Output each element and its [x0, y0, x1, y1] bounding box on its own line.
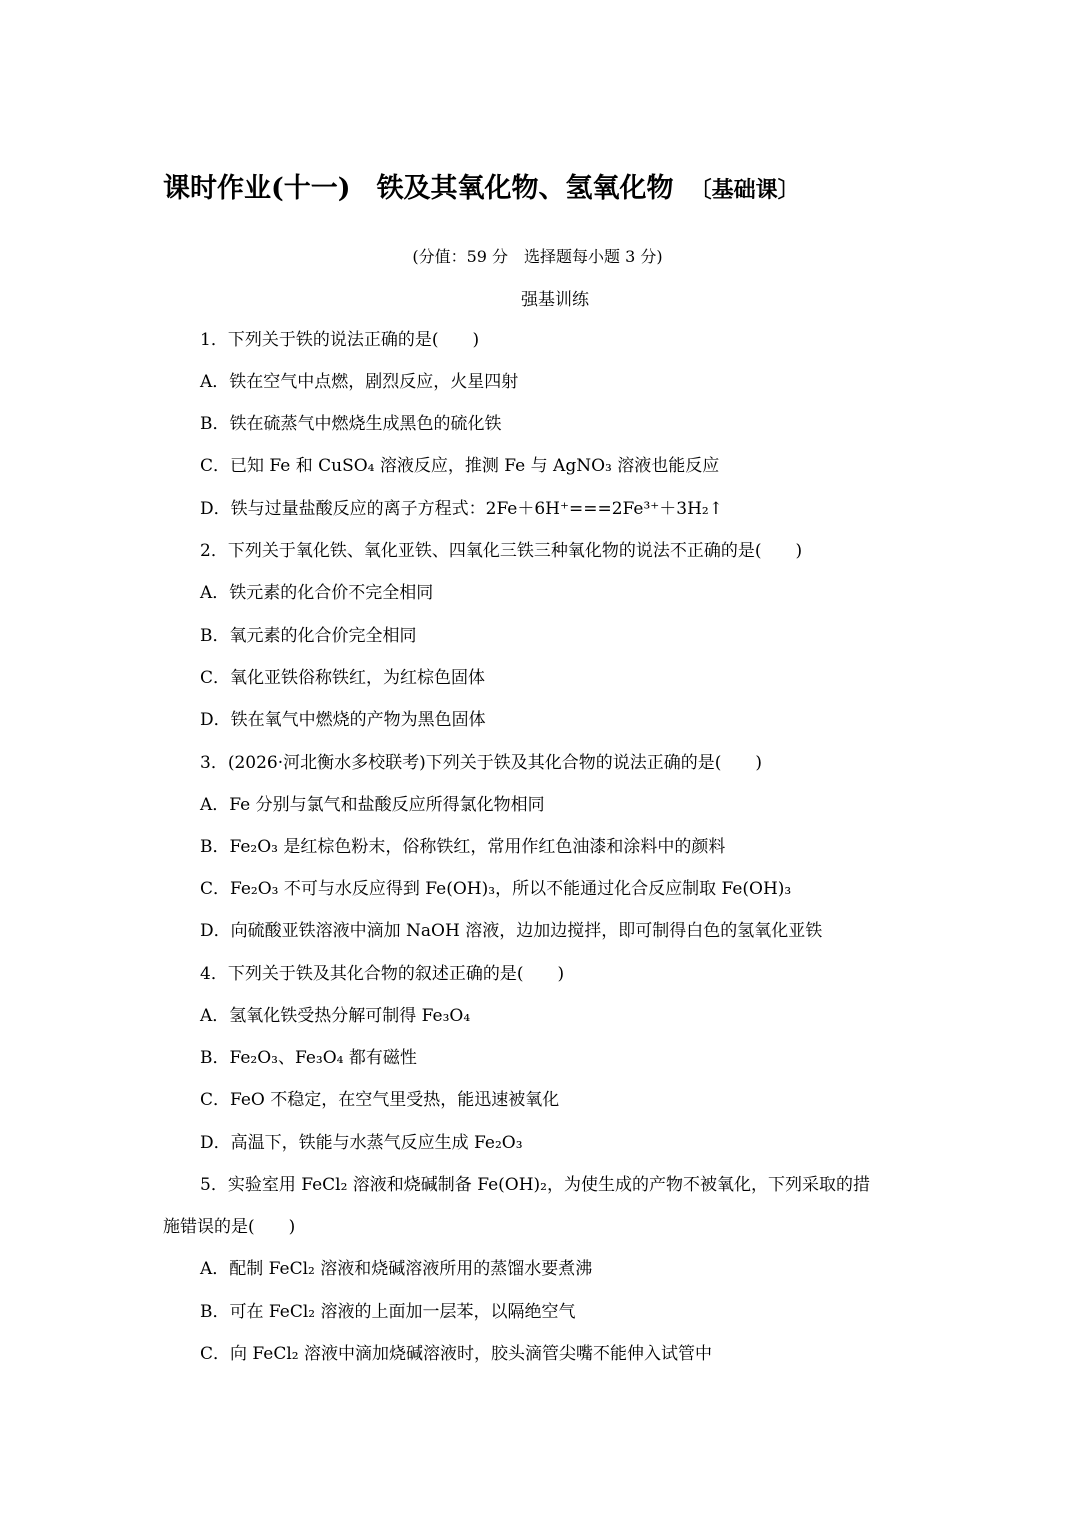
q4-option-a: A．氢氧化铁受热分解可制得 Fe₃O₄ — [200, 1006, 471, 1026]
question-1-stem: 1．下列关于铁的说法正确的是( ) — [200, 330, 480, 350]
q5-option-b: B．可在 FeCl₂ 溶液的上面加一层苯，以隔绝空气 — [200, 1302, 576, 1322]
question-5-stem-line1: 5．实验室用 FeCl₂ 溶液和烧碱制备 Fe(OH)₂，为使生成的产物不被氧化，下列采取的措 — [200, 1175, 870, 1195]
q5-option-a: A．配制 FeCl₂ 溶液和烧碱溶液所用的蒸馏水要煮沸 — [200, 1259, 593, 1279]
page-title — [163, 166, 800, 205]
q4-option-c: C．FeO 不稳定，在空气里受热，能迅速被氧化 — [200, 1090, 560, 1110]
section-heading: 强基训练 — [521, 290, 589, 310]
q3-option-d: D．向硫酸亚铁溶液中滴加 NaOH 溶液，边加边搅拌，即可制得白色的氢氧化亚铁 — [200, 921, 823, 941]
title-tag: 〔基础课〕 — [689, 177, 800, 203]
q1-option-c: C．已知 Fe 和 CuSO₄ 溶液反应，推测 Fe 与 AgNO₃ 溶液也能反应 — [200, 456, 720, 476]
q2-option-b: B．氧元素的化合价完全相同 — [200, 626, 417, 646]
q1-option-a: A．铁在空气中点燃，剧烈反应，火星四射 — [200, 372, 519, 392]
title-topic: 铁及其氧化物、氢氧化物 — [376, 173, 674, 204]
q4-option-d: D．高温下，铁能与水蒸气反应生成 Fe₂O₃ — [200, 1133, 523, 1153]
title-main: 课时作业(十一) — [163, 173, 351, 204]
q4-option-b: B．Fe₂O₃、Fe₃O₄ 都有磁性 — [200, 1048, 417, 1068]
q2-option-c: C．氧化亚铁俗称铁红，为红棕色固体 — [200, 668, 486, 688]
q3-option-c: C．Fe₂O₃ 不可与水反应得到 Fe(OH)₃，所以不能通过化合反应制取 Fe(OH)₃ — [200, 879, 792, 899]
q3-option-b: B．Fe₂O₃ 是红棕色粉末，俗称铁红，常用作红色油漆和涂料中的颜料 — [200, 837, 726, 857]
q3-option-a: A．Fe 分别与氯气和盐酸反应所得氯化物相同 — [200, 795, 545, 815]
question-4-stem: 4．下列关于铁及其化合物的叙述正确的是( ) — [200, 964, 565, 984]
question-3-stem: 3．(2026·河北衡水多校联考)下列关于铁及其化合物的说法正确的是( ) — [200, 753, 763, 773]
score-info: (分值：59 分 选择题每小题 3 分) — [412, 247, 663, 266]
q5-option-c: C．向 FeCl₂ 溶液中滴加烧碱溶液时，胶头滴管尖嘴不能伸入试管中 — [200, 1344, 712, 1364]
q1-option-d: D．铁与过量盐酸反应的离子方程式：2Fe＋6H⁺===2Fe³⁺＋3H₂↑ — [200, 499, 723, 519]
q1-option-b: B．铁在硫蒸气中燃烧生成黑色的硫化铁 — [200, 414, 502, 434]
question-5-stem-line2: 施错误的是( ) — [163, 1217, 296, 1237]
q2-option-d: D．铁在氧气中燃烧的产物为黑色固体 — [200, 710, 486, 730]
q2-option-a: A．铁元素的化合价不完全相同 — [200, 583, 434, 603]
question-2-stem: 2．下列关于氧化铁、氧化亚铁、四氧化三铁三种氧化物的说法不正确的是( ) — [200, 541, 803, 561]
